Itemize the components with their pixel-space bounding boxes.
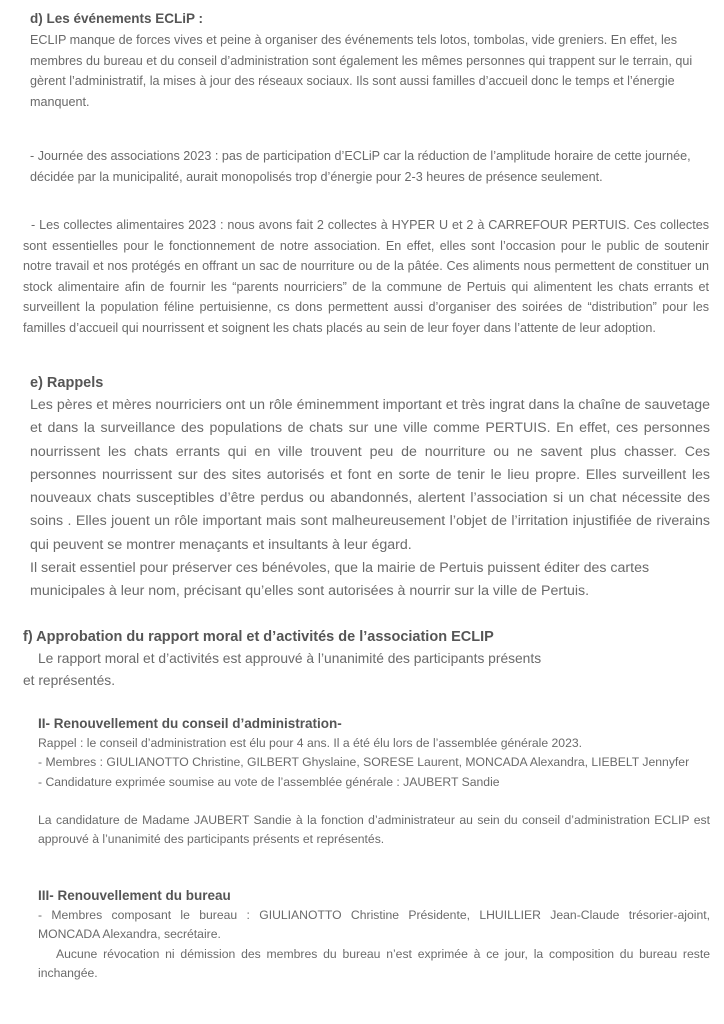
section-ii-membres: - Membres : GIULIANOTTO Christine, GILBERT Ghyslaine, SORESE Laurent, MONCADA Alexandra, LIEBELT Jennyfer <box>38 755 690 770</box>
section-f-body: Le rapport moral et d’activités est approuvé à l’unanimité des participants présents et représentés. <box>23 651 542 688</box>
section-e-heading: e) Rappels <box>30 375 104 391</box>
section-iii-heading: III- Renouvellement du bureau <box>38 888 231 903</box>
section-e-body2: Il serait essentiel pour préserver ces bénévoles, que la mairie de Pertuis puissent éditer des cartes municipales à leur nom, précisant qu’elles sont autorisées à nourrir sur la ville de Pertuis. <box>30 560 650 600</box>
section-ii-candidature: - Candidature exprimée soumise au vote de l’assemblée générale : JAUBERT Sandie <box>38 774 500 789</box>
section-d-intro: ECLIP manque de forces vives et peine à organiser des événements tels lotos, tombolas, vide greniers. En effet, les membres du bureau et du conseil d’administration sont également les mêmes personnes qui trappent sur le terrain, qui gèrent l’administratif, la mises à jour des réseaux sociaux. Ils sont aussi familles d’accueil donc le temps et l’énergie manquent. <box>30 33 693 109</box>
section-e-body: Les pères et mères nourriciers ont un rôle éminemment important et très ingrat dans la chaîne de sauvetage et dans la surveillance des populations de chats sur une ville comme PERTUIS. En effet, ces personnes nourrissent les chats errants qui en ville trouvent peu de nourriture ou ne savent plus chasser. Ces personnes nourrissent sur des sites autorisés et font en sorte de tenir le lieu propre. Elles surveillent les nouveaux chats susceptibles d’être perdus ou abandonnés, alertent l’association si un chat nécessite des soins . Elles jouent un rôle important mais sont malheureusement l’objet de l’irritation injustifiée de riverains qui peuvent se montrer menaçants et insultants à leur égard. <box>30 397 710 553</box>
section-ii-rappel: Rappel : le conseil d’administration est élu pour 4 ans. Il a été élu lors de l’assemblée générale 2023. <box>38 736 583 750</box>
section-iii <box>38 886 710 983</box>
section-ii-resultat: La candidature de Madame JAUBERT Sandie à la fonction d’administrateur au sein du conseil d’administration ECLIP est approuvé à l’unanimité des participants présents et représentés. <box>38 812 710 847</box>
section-d-heading: d) Les événements ECLiP : <box>30 11 204 26</box>
collectes-paragraph <box>23 215 709 338</box>
section-e <box>30 372 710 604</box>
journee-associations-paragraph: - Journée des associations 2023 : pas de participation d’ECLiP car la réduction de l’amplitude horaire de cette journée, décidée par la municipalité, aurait monopolisés trop d’énergie pour 2-3 heures de présence seulement. <box>30 149 691 184</box>
section-iii-membres: - Membres composant le bureau : GIULIANOTTO Christine Présidente, LHUILLIER Jean-Claude trésorier-ajoint, MONCADA Alexandra, secrétaire. <box>38 908 710 942</box>
collectes-text: - Les collectes alimentaires 2023 : nous avons fait 2 collectes à HYPER U et 2 à CARREFOUR PERTUIS. Ces collectes sont essentielles pour le fonctionnement de notre association. En effet, elles sont l’occasion pour le public de soutenir notre travail et nos protégés en offrant un sac de nourriture ou de la pâtée. Ces aliments nous permettent de constituer un stock alimentaire afin de fournir les “parents nourriciers” de la commune de Pertuis qui alimentent les chats errants et surveillent la population féline pertuisienne, cs dons permettent aussi d’organiser des soirées de “distribution” pour les familles d’accueil qui nourrissent et soignent les chats placés au sein de leur foyer dans l’attente de leur adoption. <box>23 218 709 335</box>
section-d <box>30 9 710 112</box>
section-ii-heading: II- Renouvellement du conseil d’administration- <box>38 716 342 731</box>
section-f <box>23 626 709 692</box>
section-f-heading: f) Approbation du rapport moral et d’activités de l’association ECLIP <box>23 629 494 645</box>
section-ii <box>38 714 710 849</box>
section-iii-body: Aucune révocation ni démission des membres du bureau n’est exprimée à ce jour, la composition du bureau reste inchangée. <box>38 946 710 980</box>
